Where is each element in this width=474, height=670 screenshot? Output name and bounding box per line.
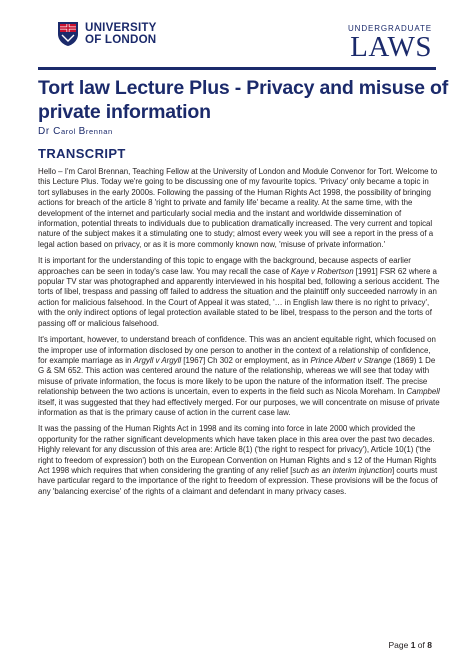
author-initial-last: B [78,126,86,137]
paragraph-text: [1967] Ch 302 or employment, as in [181,355,311,365]
transcript-body [38,167,440,503]
case-citation: such as an interim injunction [292,465,392,475]
section-heading: TRANSCRIPT [38,146,126,161]
case-citation: Prince Albert v Strange [310,355,392,365]
paragraph-text: It is important for the understanding of this topic to engage with the background, because aspects of earlier approaches can be seen in today's case law. You may recall the case of [38,256,411,276]
transcript-paragraph [38,424,440,497]
paragraph-text: ] courts must have particular regard to the importance of the right to freedom of expression. These provisions will be the focus of any 'balancing exercise' of the rights of a claimant and defendant in many privacy cases. [38,465,438,496]
paragraph-text: itself, it was suggested that they had effectively merged. For our purposes, we will concentrate on misuse of private information as that is the primary cause of action in the current case law. [38,397,440,417]
case-citation: Campbell [406,387,440,397]
transcript-paragraph [38,256,440,329]
author-prefix: Dr [38,126,54,137]
university-name [85,22,157,46]
programme-brand [348,24,432,61]
university-logo [57,21,157,47]
paragraph-text: Hello – I'm Carol Brennan, Teaching Fellow at the University of London and Module Convenor for Tort. Welcome to this Lecture Plus. Today we're going to be discussing one of my favourite topics. 'Privacy' only became a topic in tort syllabuses in the early 2000s. Following the passing of the Human Rights Act 1998, the possibility of bringing actions for breach of the article 8 'right to private and family life' became a reality. At the same time, with the development of the internet and particularly social media and the instant and worldwide dissemination of information, potential threats to individuals due to publication dramatically increased. The very current and topical nature of the subject makes it a stimulating one to study; almost every week you will see a report in the press of a legal action based on privacy, or as it is more commonly known now, 'misuse of private information.' [38,167,438,249]
transcript-paragraph [38,167,440,250]
page-footer [388,640,432,650]
brand-laws: LAWS [350,31,432,63]
university-name-line2: OF LONDON [85,33,157,46]
footer-of-word: of [417,640,425,650]
transcript-paragraph [38,335,440,418]
author-initial-first: C [53,126,61,137]
case-citation: Kaye v Robertson [290,266,354,276]
brand-undergraduate: UNDERGRADUATE [347,24,432,33]
author-line [38,126,113,137]
footer-current-page: 1 [410,640,416,650]
author-first-rest: arol [60,127,79,136]
header-rule [38,67,436,70]
paragraph-text: [1991] FSR 62 where a popular TV star was photographed and apparently interviewed in his hospital bed, following a serious accident. The torts of libel, trespass and passing off failed to address the situation and the plaintiff only succeeded narrowly in an action for malicious falsehood. In the Court of Appeal it was stated, '… in English law there is no right to privacy', with the only indirect options of legal protection available stated to be libel, trespass to the person and the torts of passing off or malicious falsehood. [38,266,440,328]
university-name-line1: UNIVERSITY [85,21,157,34]
case-citation: Argyll v Argyll [133,355,182,365]
paragraph-text: It's important, however, to understand breach of confidence. This was an ancient equitable right, which focused on the improper use of information disclosed by one person to another in the context of a relationship of confidence, for example marriage as in [38,335,436,365]
paragraph-text: It was the passing of the Human Rights Act in 1998 and its coming into force in late 2000 which provided the opportunity for the rather significant developments which have taken place in this area over the past two decades. Highly relevant for any discussion of this area are: Article 8(1) ('the right to respect for privacy'), Article 10(1) ('the right to freedom of expression') both on the European Convention on Human Rights and s 12 of the Human Rights Act 1998 which requires that when considering the granting of any relief [ [38,424,437,475]
footer-total-pages: 8 [427,640,432,650]
university-shield-icon [57,21,79,47]
document-title: Tort law Lecture Plus - Privacy and misuse of private information [38,77,449,123]
paragraph-text: (1869) 1 De G & SM 652. This action was centered around the nature of the relationship, whereas we will see that today with misuse of private information, the focus is more likely to be upon the nature of the information itself. The precise relationship between the two actions is uncertain, even to experts in the field such as Nicola Moreham. In [38,355,436,397]
footer-page-word: Page [388,640,409,650]
author-last-rest: rennan [85,127,113,136]
